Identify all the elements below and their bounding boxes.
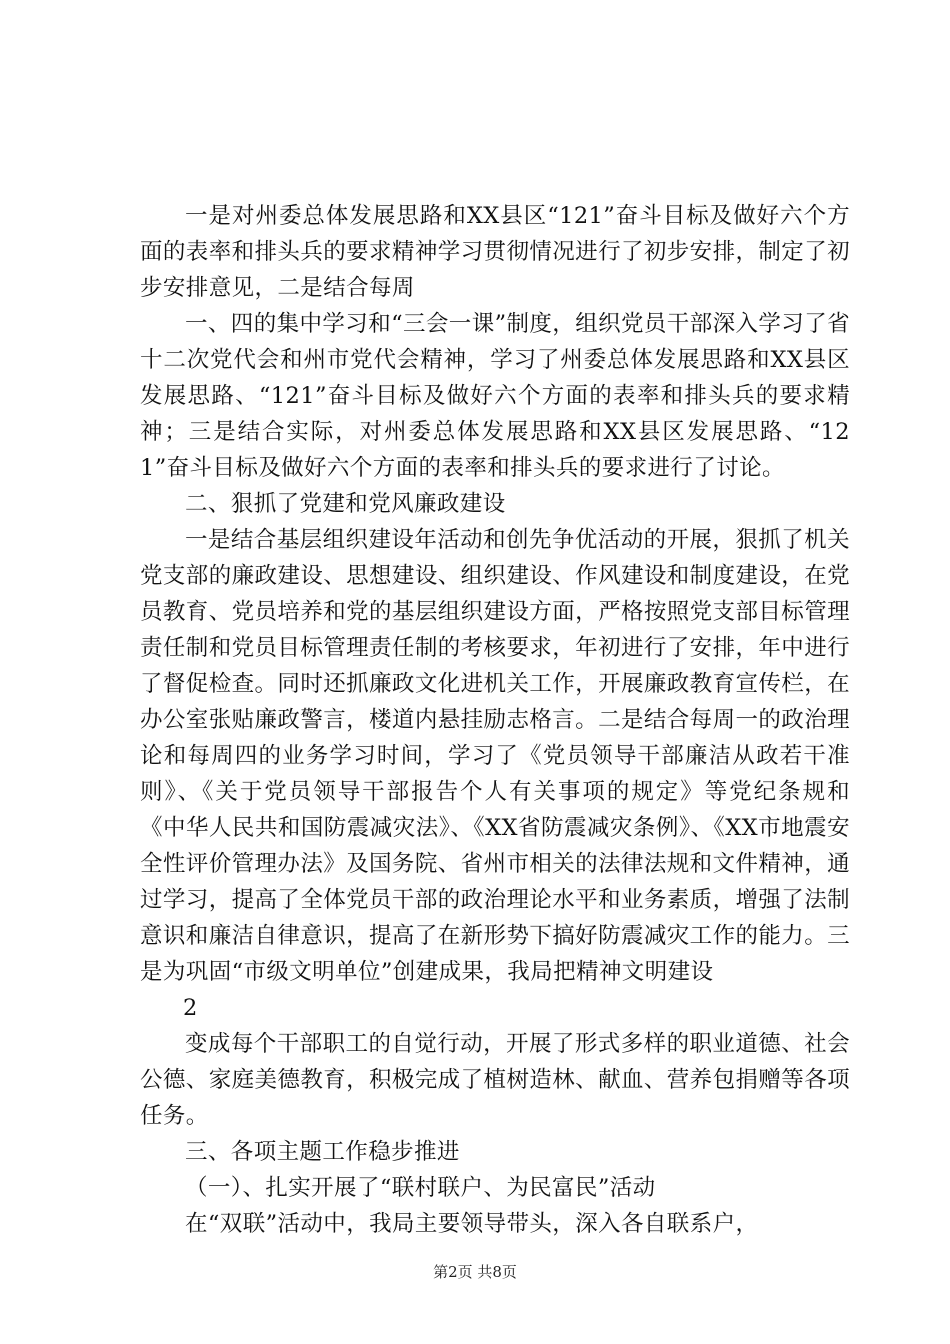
inline-page-number: 2 bbox=[183, 995, 198, 1021]
paragraph-study-arrangement: 一是对州委总体发展思路和XX县区“121”奋斗目标及做好六个方面的表率和排头兵的要求精神学习贯彻情况进行了初步安排，制定了初步安排意见，二是结合每周 bbox=[140, 203, 850, 301]
paragraph-party-building: 一是结合基层组织建设年活动和创先争优活动的开展，狠抓了机关党支部的廉政建设、思想建设、组织建设、作风建设和制度建设，在党员教育、党员培养和党的基层组织建设方面，严格按照党支部目标管理责任制和党员目标管理责任制的考核要求，年初进行了安排，年中进行了督促检查。同时还抓廉政文化进机关工作，开展廉政教育宣传栏，在办公室张贴廉政警言，楼道内悬挂励志格言。二是结合每周一的政治理论和每周四的业务学习时间，学习了《党员领导干部廉洁从政若干准则》、《关于党员领导干部报告个人有关事项的规定》等党纪条规和《中华人民共和国防震减灾法》、《XX省防震减灾条例》、《XX市地震安全性评价管理办法》及国务院、省州市相关的法律法规和文件精神，通过学习，提高了全体党员干部的政治理论水平和业务素质，增强了法制意识和廉洁自律意识，提高了在新形势下搞好防震减灾工作的能力。三是为巩固“市级文明单位”创建成果，我局把精神文明建设 bbox=[140, 527, 850, 985]
heading-theme-work: 三、各项主题工作稳步推进 bbox=[185, 1139, 460, 1165]
paragraph-twin-contact: 在“双联”活动中，我局主要领导带头，深入各自联系户， bbox=[185, 1211, 759, 1237]
document-body bbox=[140, 198, 850, 1242]
paragraph-study-discussion: 一、四的集中学习和“三会一课”制度，组织党员干部深入学习了省十二次党代会和州市党代会精神，学习了州委总体发展思路和XX县区发展思路、“121”奋斗目标及做好六个方面的表率和排头兵的要求精神；三是结合实际，对州委总体发展思路和XX县区发展思路、“121”奋斗目标及做好六个方面的表率和排头兵的要求进行了讨论。 bbox=[140, 311, 851, 481]
heading-party-building: 二、狠抓了党建和党风廉政建设 bbox=[185, 491, 506, 517]
heading-twin-contact: （一）、扎实开展了“联村联户、为民富民”活动 bbox=[185, 1175, 656, 1201]
paragraph-civilization: 变成每个干部职工的自觉行动，开展了形式多样的职业道德、社会公德、家庭美德教育，积极完成了植树造林、献血、营养包捐赠等各项任务。 bbox=[140, 1031, 850, 1129]
page-footer: 第2页 共8页 bbox=[433, 1263, 517, 1281]
